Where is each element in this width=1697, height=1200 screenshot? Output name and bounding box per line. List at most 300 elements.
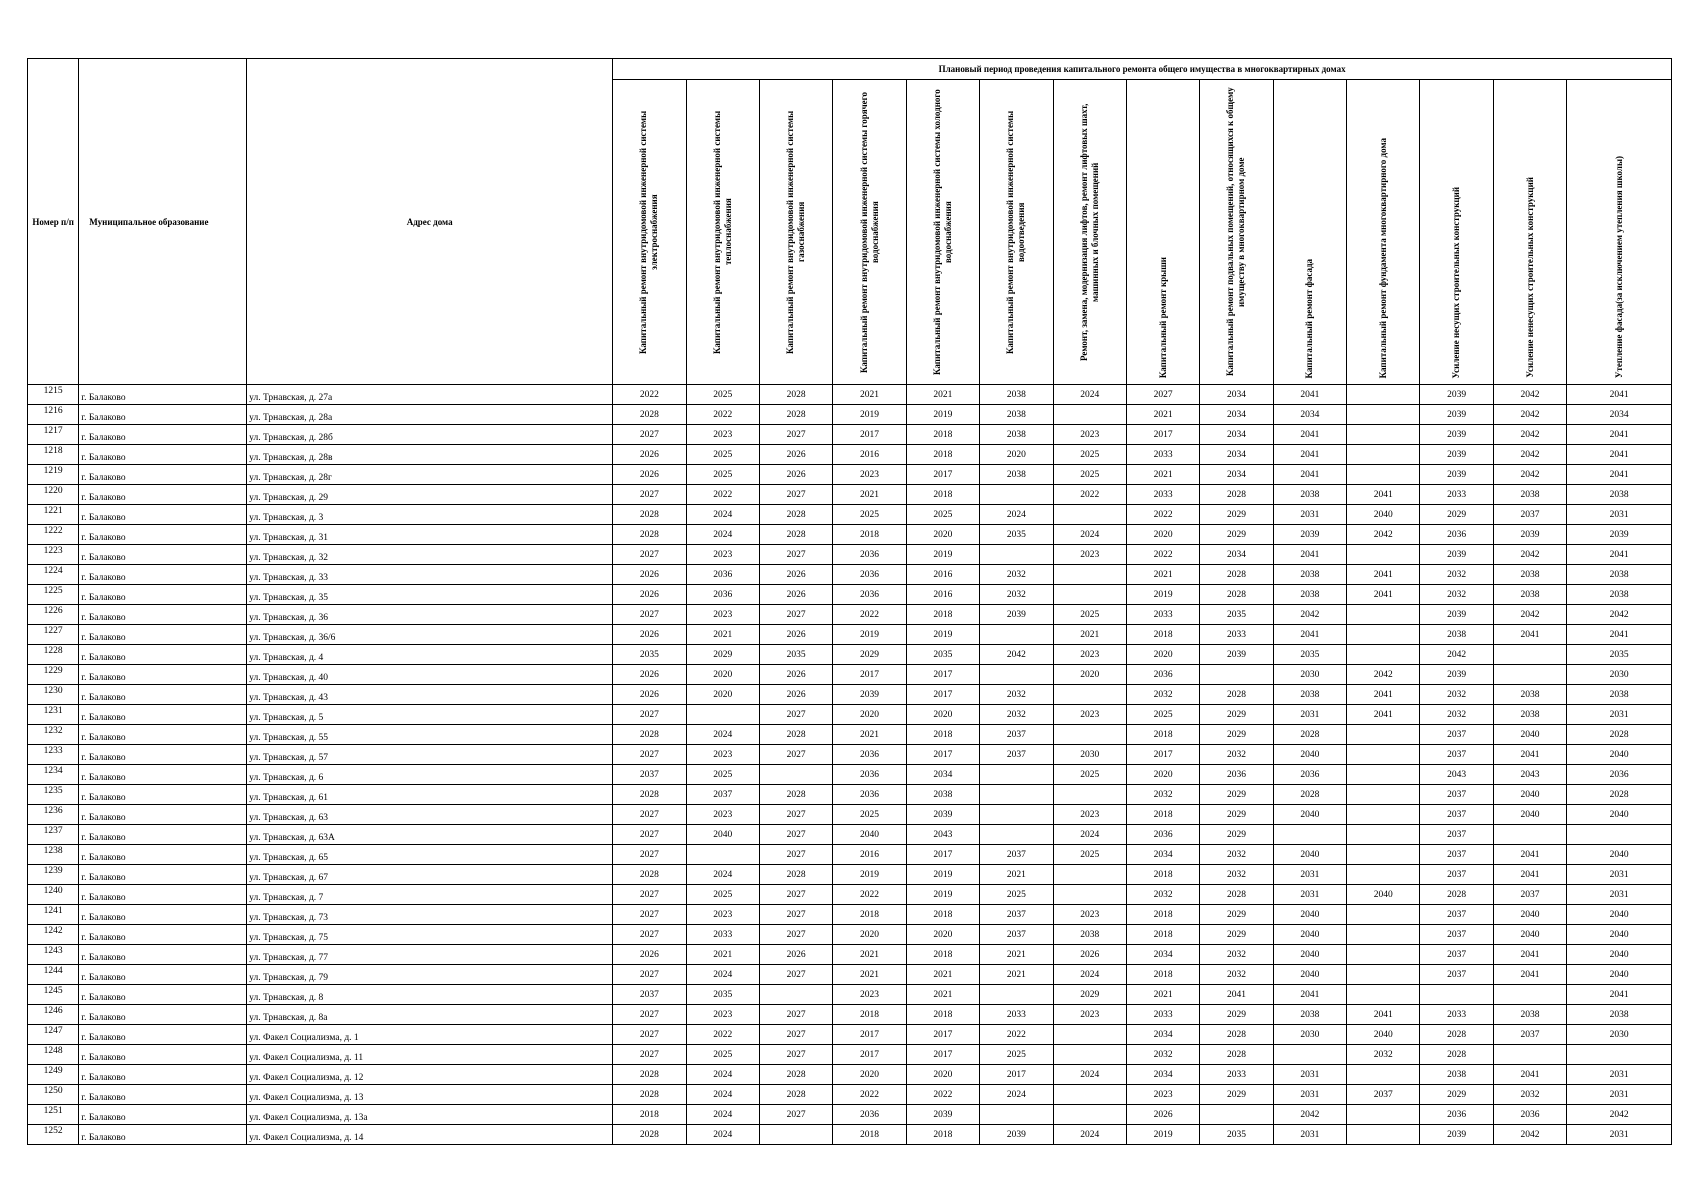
year-cell: 2027: [759, 745, 832, 765]
header-work-14: [1567, 80, 1672, 385]
year-cell: 2039: [1273, 525, 1346, 545]
year-cell: 2018: [906, 1125, 979, 1145]
year-cell: 2023: [1053, 805, 1126, 825]
row-number: 1244: [28, 965, 79, 985]
year-cell: 2041: [1493, 845, 1566, 865]
year-cell: 2023: [833, 465, 906, 485]
year-cell: 2032: [1420, 685, 1493, 705]
year-cell: 2019: [833, 865, 906, 885]
year-cell: 2033: [1420, 485, 1493, 505]
year-cell: [1347, 745, 1420, 765]
year-cell: 2029: [1200, 525, 1273, 545]
year-cell: 2032: [1200, 945, 1273, 965]
year-cell: 2036: [686, 585, 759, 605]
year-cell: 2027: [759, 1025, 832, 1045]
year-cell: 2042: [1347, 525, 1420, 545]
year-cell: 2029: [1200, 905, 1273, 925]
year-cell: 2037: [980, 925, 1053, 945]
address-cell: ул. Факел Социализма, д. 12: [247, 1065, 613, 1085]
header-work-10: [1273, 80, 1346, 385]
year-cell: 2025: [686, 765, 759, 785]
address-cell: ул. Трнавская, д. 28г: [247, 465, 613, 485]
year-cell: 2021: [833, 725, 906, 745]
row-number: 1252: [28, 1125, 79, 1145]
year-cell: 2033: [1126, 445, 1199, 465]
year-cell: 2023: [686, 425, 759, 445]
row-number: 1232: [28, 725, 79, 745]
year-cell: 2032: [1200, 845, 1273, 865]
year-cell: 2036: [1200, 765, 1273, 785]
year-cell: 2040: [1567, 925, 1672, 945]
address-cell: ул. Трнавская, д. 32: [247, 545, 613, 565]
year-cell: 2029: [1200, 725, 1273, 745]
address-cell: ул. Трнавская, д. 8: [247, 985, 613, 1005]
header-address: Адрес дома: [247, 59, 613, 385]
year-cell: 2023: [1126, 1085, 1199, 1105]
year-cell: 2027: [613, 605, 686, 625]
year-cell: 2020: [833, 1065, 906, 1085]
year-cell: 2028: [613, 1085, 686, 1105]
year-cell: 2028: [613, 1065, 686, 1085]
municipality-cell: г. Балаково: [79, 1025, 247, 1045]
year-cell: [686, 705, 759, 725]
row-number: 1235: [28, 785, 79, 805]
year-cell: 2017: [1126, 425, 1199, 445]
year-cell: 2029: [1200, 785, 1273, 805]
year-cell: 2026: [759, 685, 832, 705]
municipality-cell: г. Балаково: [79, 585, 247, 605]
year-cell: 2029: [1200, 1085, 1273, 1105]
year-cell: 2034: [1200, 445, 1273, 465]
year-cell: 2018: [906, 905, 979, 925]
year-cell: 2020: [980, 445, 1053, 465]
year-cell: 2027: [613, 965, 686, 985]
year-cell: 2031: [1273, 885, 1346, 905]
year-cell: 2021: [686, 625, 759, 645]
municipality-cell: г. Балаково: [79, 565, 247, 585]
table-row: [28, 485, 1672, 505]
year-cell: 2042: [1493, 405, 1566, 425]
year-cell: 2025: [1126, 705, 1199, 725]
address-cell: ул. Трнавская, д. 31: [247, 525, 613, 545]
year-cell: [980, 985, 1053, 1005]
table-row: [28, 445, 1672, 465]
year-cell: 2033: [1126, 485, 1199, 505]
year-cell: 2039: [1493, 525, 1566, 545]
year-cell: 2027: [759, 485, 832, 505]
year-cell: [1347, 825, 1420, 845]
municipality-cell: г. Балаково: [79, 505, 247, 525]
year-cell: 2025: [980, 885, 1053, 905]
year-cell: 2018: [833, 525, 906, 545]
year-cell: 2032: [1420, 565, 1493, 585]
year-cell: 2025: [686, 465, 759, 485]
year-cell: [1053, 785, 1126, 805]
year-cell: 2042: [1493, 545, 1566, 565]
year-cell: 2039: [980, 605, 1053, 625]
row-number: 1230: [28, 685, 79, 705]
year-cell: 2041: [1273, 465, 1346, 485]
year-cell: 2018: [1126, 725, 1199, 745]
year-cell: 2020: [906, 925, 979, 945]
municipality-cell: г. Балаково: [79, 1105, 247, 1125]
year-cell: 2017: [906, 465, 979, 485]
year-cell: 2033: [1126, 605, 1199, 625]
year-cell: 2032: [1493, 1085, 1566, 1105]
year-cell: 2024: [1053, 1065, 1126, 1085]
table-row: [28, 725, 1672, 745]
year-cell: 2031: [1273, 1085, 1346, 1105]
year-cell: 2028: [759, 1065, 832, 1085]
year-cell: 2030: [1567, 1025, 1672, 1045]
year-cell: 2040: [1567, 945, 1672, 965]
year-cell: 2032: [1200, 745, 1273, 765]
year-cell: 2026: [613, 665, 686, 685]
year-cell: [1347, 945, 1420, 965]
year-cell: 2022: [686, 405, 759, 425]
year-cell: 2022: [686, 1025, 759, 1045]
year-cell: 2042: [1567, 1105, 1672, 1125]
year-cell: 2017: [906, 685, 979, 705]
year-cell: 2038: [980, 385, 1053, 405]
year-cell: 2020: [833, 925, 906, 945]
municipality-cell: г. Балаково: [79, 705, 247, 725]
year-cell: 2030: [1567, 665, 1672, 685]
year-cell: 2021: [1126, 565, 1199, 585]
year-cell: 2038: [1273, 585, 1346, 605]
year-cell: 2037: [1420, 845, 1493, 865]
municipality-cell: г. Балаково: [79, 1065, 247, 1085]
year-cell: 2032: [1126, 685, 1199, 705]
year-cell: 2038: [1493, 565, 1566, 585]
table-row: [28, 845, 1672, 865]
year-cell: 2019: [833, 625, 906, 645]
year-cell: 2025: [833, 805, 906, 825]
year-cell: 2031: [1273, 865, 1346, 885]
row-number: 1242: [28, 925, 79, 945]
year-cell: 2033: [1420, 1005, 1493, 1025]
year-cell: 2028: [759, 865, 832, 885]
year-cell: 2028: [1200, 885, 1273, 905]
year-cell: 2029: [1200, 705, 1273, 725]
year-cell: [980, 785, 1053, 805]
year-cell: 2037: [980, 745, 1053, 765]
year-cell: 2024: [686, 525, 759, 545]
year-cell: [1347, 725, 1420, 745]
year-cell: 2041: [1493, 945, 1566, 965]
header-work-7: [1053, 80, 1126, 385]
year-cell: 2024: [980, 1085, 1053, 1105]
year-cell: 2018: [906, 945, 979, 965]
year-cell: 2038: [1567, 685, 1672, 705]
year-cell: 2022: [833, 1085, 906, 1105]
year-cell: 2038: [980, 425, 1053, 445]
year-cell: 2038: [1273, 1005, 1346, 1025]
year-cell: 2024: [980, 505, 1053, 525]
table-row: [28, 1005, 1672, 1025]
table-row: [28, 1025, 1672, 1045]
year-cell: 2025: [906, 505, 979, 525]
year-cell: 2035: [1273, 645, 1346, 665]
year-cell: 2021: [833, 965, 906, 985]
address-cell: ул. Трнавская, д. 73: [247, 905, 613, 925]
header-work-2: [686, 80, 759, 385]
year-cell: 2027: [613, 1025, 686, 1045]
year-cell: 2016: [833, 845, 906, 865]
year-cell: 2024: [1053, 1125, 1126, 1145]
year-cell: 2040: [1567, 745, 1672, 765]
table-row: [28, 945, 1672, 965]
year-cell: 2028: [1200, 485, 1273, 505]
year-cell: [1053, 1045, 1126, 1065]
year-cell: 2029: [1420, 1085, 1493, 1105]
address-cell: ул. Трнавская, д. 43: [247, 685, 613, 705]
year-cell: 2029: [686, 645, 759, 665]
year-cell: 2028: [1200, 1025, 1273, 1045]
row-number: 1246: [28, 1005, 79, 1025]
header-planned-period: Плановый период проведения капитального ремонта общего имущества в многоквартирных домах: [613, 59, 1672, 80]
municipality-cell: г. Балаково: [79, 725, 247, 745]
year-cell: 2020: [906, 705, 979, 725]
year-cell: 2022: [1053, 485, 1126, 505]
address-cell: ул. Трнавская, д. 4: [247, 645, 613, 665]
year-cell: 2031: [1567, 1085, 1672, 1105]
year-cell: 2038: [1567, 565, 1672, 585]
municipality-cell: г. Балаково: [79, 845, 247, 865]
year-cell: 2028: [1420, 1025, 1493, 1045]
year-cell: 2036: [1567, 765, 1672, 785]
row-number: 1233: [28, 745, 79, 765]
year-cell: 2038: [1420, 1065, 1493, 1085]
year-cell: 2019: [1126, 1125, 1199, 1145]
year-cell: 2017: [1126, 745, 1199, 765]
year-cell: 2036: [833, 745, 906, 765]
year-cell: 2032: [1126, 785, 1199, 805]
year-cell: 2024: [686, 1105, 759, 1125]
table-row: [28, 1065, 1672, 1085]
year-cell: 2017: [906, 845, 979, 865]
year-cell: [980, 545, 1053, 565]
year-cell: 2020: [1126, 645, 1199, 665]
row-number: 1225: [28, 585, 79, 605]
year-cell: 2042: [1273, 605, 1346, 625]
year-cell: 2032: [1126, 1045, 1199, 1065]
year-cell: 2032: [980, 685, 1053, 705]
municipality-cell: г. Балаково: [79, 685, 247, 705]
municipality-cell: г. Балаково: [79, 905, 247, 925]
year-cell: 2038: [1493, 585, 1566, 605]
municipality-cell: г. Балаково: [79, 865, 247, 885]
address-cell: ул. Трнавская, д. 40: [247, 665, 613, 685]
table-row: [28, 865, 1672, 885]
year-cell: 2017: [833, 665, 906, 685]
table-row: [28, 545, 1672, 565]
table-row: [28, 885, 1672, 905]
year-cell: 2041: [1347, 485, 1420, 505]
year-cell: 2039: [1200, 645, 1273, 665]
year-cell: 2026: [613, 685, 686, 705]
address-cell: ул. Трнавская, д. 35: [247, 585, 613, 605]
year-cell: [1347, 985, 1420, 1005]
municipality-cell: г. Балаково: [79, 405, 247, 425]
row-number: 1223: [28, 545, 79, 565]
year-cell: 2024: [1053, 385, 1126, 405]
year-cell: [1567, 825, 1672, 845]
year-cell: 2023: [1053, 1005, 1126, 1025]
table-row: [28, 765, 1672, 785]
table-header: [28, 59, 1672, 385]
year-cell: 2017: [906, 745, 979, 765]
year-cell: [1053, 865, 1126, 885]
year-cell: 2026: [759, 565, 832, 585]
year-cell: 2023: [1053, 425, 1126, 445]
year-cell: [1053, 1025, 1126, 1045]
year-cell: [1347, 445, 1420, 465]
year-cell: 2034: [1126, 845, 1199, 865]
year-cell: 2041: [1567, 445, 1672, 465]
header-work-label: Капитальный ремонт фундамента многоквартирного дома: [1377, 137, 1388, 378]
year-cell: [1347, 905, 1420, 925]
year-cell: 2017: [906, 1045, 979, 1065]
year-cell: 2039: [1420, 1125, 1493, 1145]
table-row: [28, 705, 1672, 725]
year-cell: 2037: [1420, 865, 1493, 885]
address-cell: ул. Факел Социализма, д. 13: [247, 1085, 613, 1105]
year-cell: 2021: [1053, 625, 1126, 645]
municipality-cell: г. Балаково: [79, 425, 247, 445]
year-cell: 2019: [906, 405, 979, 425]
year-cell: 2025: [833, 505, 906, 525]
year-cell: 2020: [906, 1065, 979, 1085]
year-cell: [1493, 1045, 1566, 1065]
year-cell: [686, 845, 759, 865]
year-cell: 2035: [1200, 605, 1273, 625]
year-cell: 2028: [759, 405, 832, 425]
year-cell: 2034: [1126, 945, 1199, 965]
table-row: [28, 425, 1672, 445]
year-cell: 2040: [1493, 725, 1566, 745]
header-work-label: Капитальный ремонт внутридомовой инженерной системы электроснабжения: [638, 110, 660, 354]
year-cell: 2036: [1126, 825, 1199, 845]
year-cell: 2016: [833, 445, 906, 465]
year-cell: 2031: [1273, 705, 1346, 725]
year-cell: 2027: [613, 885, 686, 905]
table-body: [28, 385, 1672, 1145]
year-cell: 2025: [1053, 605, 1126, 625]
row-number: 1215: [28, 385, 79, 405]
year-cell: [1347, 925, 1420, 945]
address-cell: ул. Факел Социализма, д. 11: [247, 1045, 613, 1065]
year-cell: 2038: [1493, 1005, 1566, 1025]
year-cell: 2042: [1493, 465, 1566, 485]
row-number: 1238: [28, 845, 79, 865]
year-cell: 2027: [613, 1045, 686, 1065]
year-cell: 2037: [980, 725, 1053, 745]
year-cell: 2032: [1420, 585, 1493, 605]
year-cell: 2033: [1126, 1005, 1199, 1025]
year-cell: 2017: [833, 1025, 906, 1045]
municipality-cell: г. Балаково: [79, 745, 247, 765]
address-cell: ул. Трнавская, д. 8а: [247, 1005, 613, 1025]
header-work-12: [1420, 80, 1493, 385]
year-cell: 2023: [686, 1005, 759, 1025]
year-cell: 2037: [1420, 825, 1493, 845]
year-cell: 2017: [833, 1045, 906, 1065]
year-cell: [1347, 805, 1420, 825]
municipality-cell: г. Балаково: [79, 965, 247, 985]
year-cell: 2023: [686, 745, 759, 765]
table-row: [28, 605, 1672, 625]
year-cell: 2027: [759, 825, 832, 845]
address-cell: ул. Трнавская, д. 3: [247, 505, 613, 525]
year-cell: 2041: [1347, 585, 1420, 605]
year-cell: 2034: [906, 765, 979, 785]
year-cell: 2031: [1567, 1065, 1672, 1085]
year-cell: 2025: [1053, 465, 1126, 485]
year-cell: 2021: [980, 965, 1053, 985]
address-cell: ул. Трнавская, д. 29: [247, 485, 613, 505]
year-cell: [1053, 1105, 1126, 1125]
row-number: 1250: [28, 1085, 79, 1105]
year-cell: 2037: [1420, 925, 1493, 945]
address-cell: ул. Трнавская, д. 65: [247, 845, 613, 865]
year-cell: 2039: [1567, 525, 1672, 545]
year-cell: 2028: [1567, 785, 1672, 805]
row-number: 1240: [28, 885, 79, 905]
year-cell: 2025: [1053, 765, 1126, 785]
year-cell: 2017: [906, 1025, 979, 1045]
year-cell: 2040: [1493, 785, 1566, 805]
year-cell: 2029: [1200, 925, 1273, 945]
year-cell: [1347, 645, 1420, 665]
year-cell: 2018: [1126, 905, 1199, 925]
address-cell: ул. Трнавская, д. 75: [247, 925, 613, 945]
year-cell: 2041: [1273, 445, 1346, 465]
year-cell: 2021: [906, 985, 979, 1005]
year-cell: 2032: [1347, 1045, 1420, 1065]
table-row: [28, 405, 1672, 425]
row-number: 1243: [28, 945, 79, 965]
year-cell: 2036: [1493, 1105, 1566, 1125]
year-cell: [1347, 605, 1420, 625]
header-work-5: [906, 80, 979, 385]
table-row: [28, 625, 1672, 645]
year-cell: 2032: [1200, 865, 1273, 885]
year-cell: 2026: [613, 625, 686, 645]
year-cell: 2034: [1126, 1065, 1199, 1085]
year-cell: 2018: [833, 905, 906, 925]
address-cell: ул. Трнавская, д. 36/6: [247, 625, 613, 645]
year-cell: 2037: [686, 785, 759, 805]
year-cell: 2038: [980, 465, 1053, 485]
year-cell: 2021: [906, 385, 979, 405]
municipality-cell: г. Балаково: [79, 1045, 247, 1065]
year-cell: 2040: [1493, 925, 1566, 945]
year-cell: 2032: [980, 705, 1053, 725]
year-cell: 2041: [1567, 625, 1672, 645]
year-cell: 2024: [686, 1125, 759, 1145]
year-cell: 2041: [1347, 1005, 1420, 1025]
year-cell: 2027: [1126, 385, 1199, 405]
municipality-cell: г. Балаково: [79, 945, 247, 965]
year-cell: 2033: [1200, 1065, 1273, 1085]
year-cell: 2027: [759, 1045, 832, 1065]
year-cell: 2025: [686, 885, 759, 905]
row-number: 1216: [28, 405, 79, 425]
table-row: [28, 1045, 1672, 1065]
year-cell: 2022: [1126, 545, 1199, 565]
year-cell: 2041: [1567, 465, 1672, 485]
